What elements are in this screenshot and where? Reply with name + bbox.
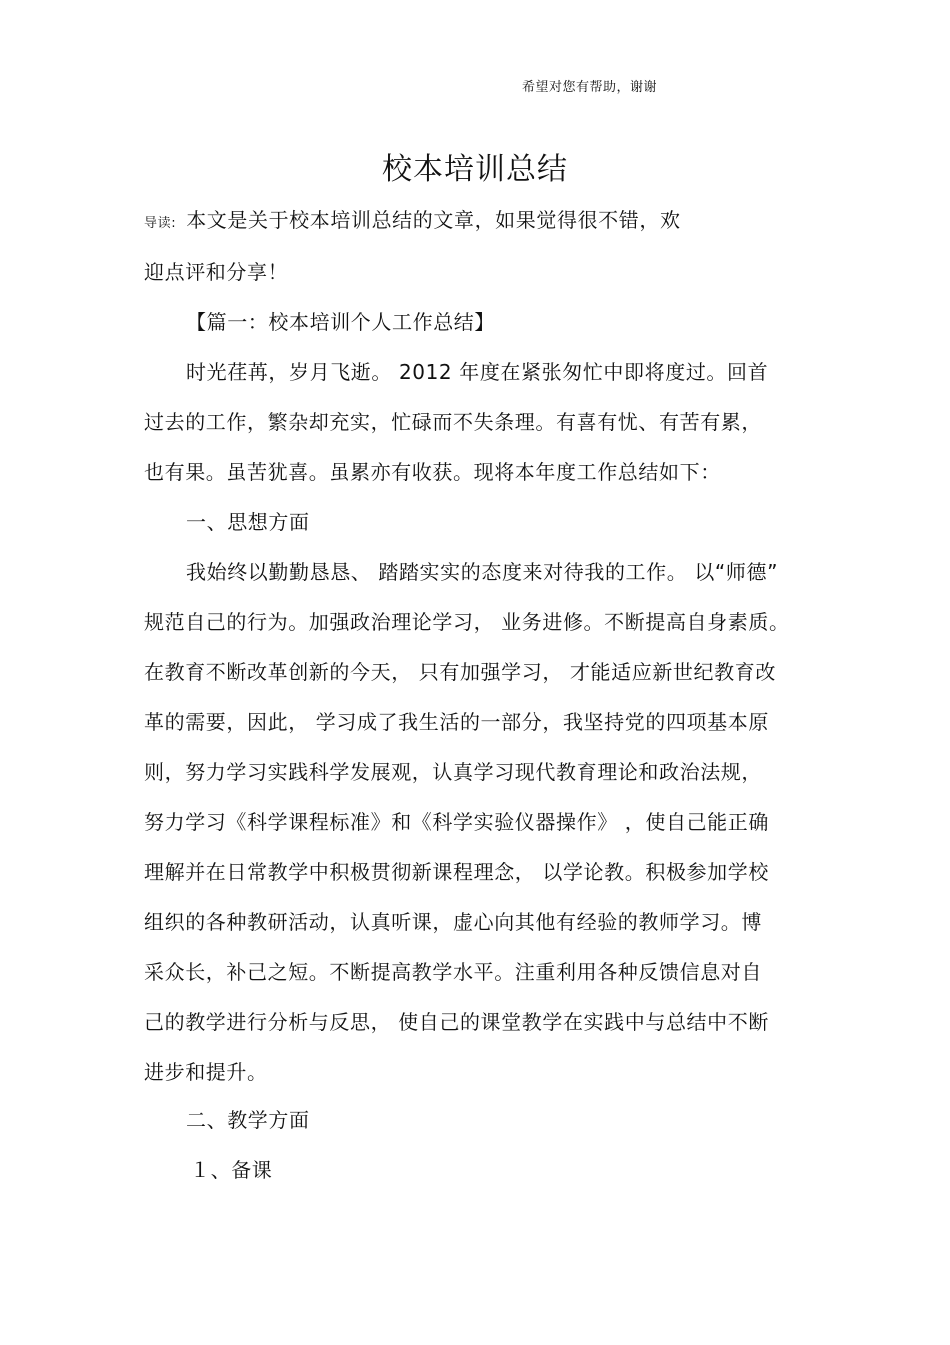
paragraph2-line-2: 规范自己的行为。加强政治理论学习， 业务进修。不断提高自身素质。 bbox=[144, 610, 790, 634]
intro-line-1 bbox=[144, 204, 681, 233]
intro-label: 导读: bbox=[144, 216, 177, 231]
paragraph2-line-5: 则，努力学习实践科学发展观，认真学习现代教育理论和政治法规， bbox=[144, 760, 762, 784]
paragraph1-line-3: 也有果。虽苦犹喜。虽累亦有收获。现将本年度工作总结如下： bbox=[144, 460, 721, 484]
paragraph2-line-1: 我始终以勤勤恳恳、 踏踏实实的态度来对待我的工作。 以“师德” bbox=[186, 560, 779, 584]
heading-lesson-prep: １、备课 bbox=[190, 1158, 273, 1182]
section-heading: 【篇一：校本培训个人工作总结】 bbox=[186, 310, 495, 334]
paragraph1-line-2: 过去的工作，繁杂却充实，忙碌而不失条理。有喜有忧、有苦有累， bbox=[144, 410, 762, 434]
heading-thought: 一、思想方面 bbox=[186, 510, 310, 534]
paragraph2-line-7: 理解并在日常教学中积极贯彻新课程理念， 以学论教。积极参加学校 bbox=[144, 860, 769, 884]
paragraph1-line-1: 时光荏苒，岁月飞逝。 2012 年度在紧张匆忙中即将度过。回首 bbox=[186, 360, 769, 384]
paragraph2-line-8: 组织的各种教研活动，认真听课，虚心向其他有经验的教师学习。博 bbox=[144, 910, 762, 934]
header-note: 希望对您有帮助，谢谢 bbox=[522, 80, 658, 95]
paragraph2-line-4: 革的需要，因此， 学习成了我生活的一部分，我坚持党的四项基本原 bbox=[144, 710, 769, 734]
paragraph2-line-9: 采众长，补己之短。不断提高教学水平。注重利用各种反馈信息对自 bbox=[144, 960, 762, 984]
paragraph2-line-6: 努力学习《科学课程标准》和《科学实验仪器操作》 ，使自己能正确 bbox=[144, 810, 769, 834]
page-title: 校本培训总结 bbox=[382, 152, 568, 187]
intro-text-1: 本文是关于校本培训总结的文章，如果觉得很不错，欢 bbox=[186, 208, 681, 232]
intro-line-2: 迎点评和分享！ bbox=[144, 260, 289, 284]
paragraph2-line-10: 己的教学进行分析与反思， 使自己的课堂教学在实践中与总结中不断 bbox=[144, 1010, 769, 1034]
heading-teaching: 二、教学方面 bbox=[186, 1108, 310, 1132]
paragraph2-line-11: 进步和提升。 bbox=[144, 1060, 268, 1084]
paragraph2-line-3: 在教育不断改革创新的今天， 只有加强学习， 才能适应新世纪教育改 bbox=[144, 660, 776, 684]
